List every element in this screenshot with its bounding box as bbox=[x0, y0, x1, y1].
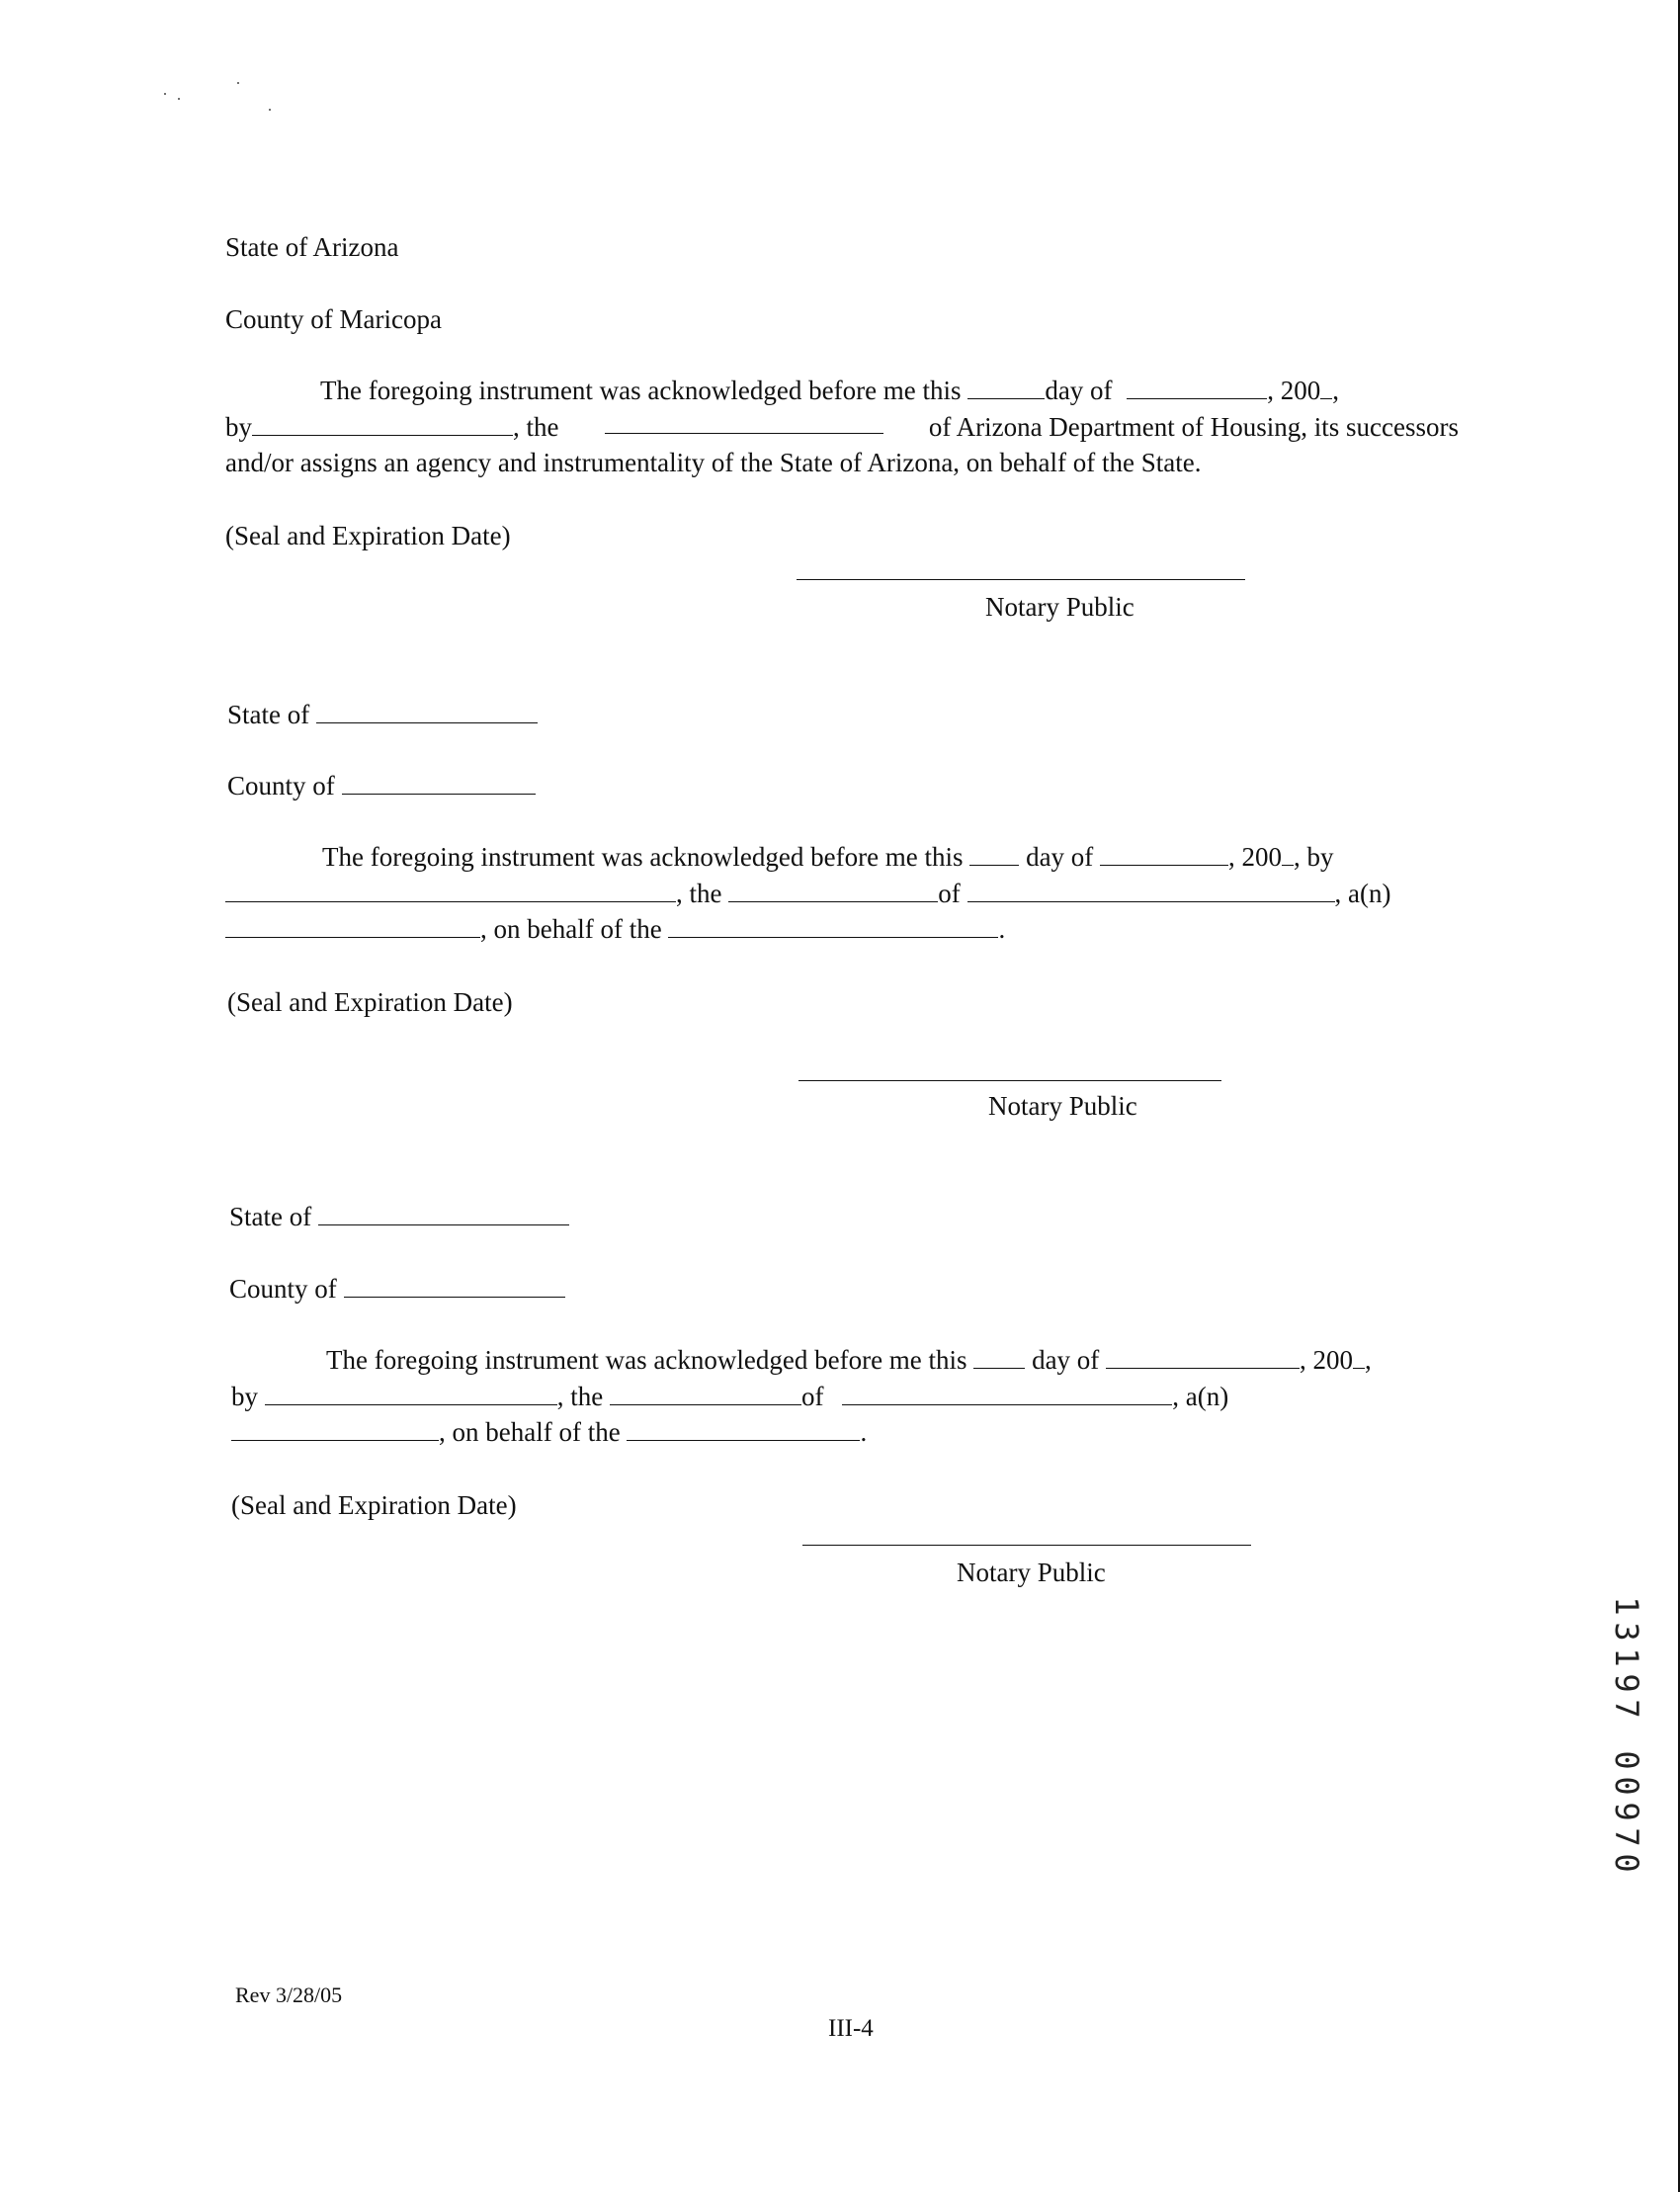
seal-label: (Seal and Expiration Date) bbox=[227, 987, 513, 1017]
state-blank[interactable] bbox=[316, 699, 538, 723]
scan-speck bbox=[237, 82, 239, 84]
state-blank[interactable] bbox=[318, 1201, 569, 1225]
seal-label: (Seal and Expiration Date) bbox=[225, 521, 511, 550]
ack-line-2: by , the of Arizona Department of Housing, its successors bbox=[225, 409, 1459, 446]
signer-name-blank[interactable] bbox=[225, 878, 676, 902]
entity-name-blank[interactable] bbox=[967, 878, 1335, 902]
ack-line-3: and/or assigns an agency and instrumentality of the State of Arizona, on behalf of the State. bbox=[225, 448, 1202, 477]
scan-speck bbox=[178, 98, 180, 100]
month-blank[interactable] bbox=[1100, 841, 1228, 866]
ack-line-2: by , the of , a(n) bbox=[231, 1382, 1229, 1411]
ack-line-2: , the of , a(n) bbox=[225, 876, 1390, 912]
signer-name-blank[interactable] bbox=[252, 411, 513, 436]
state-heading: State of bbox=[227, 697, 538, 733]
notary-label: Notary Public bbox=[985, 592, 1134, 622]
behalf-of-blank[interactable] bbox=[668, 913, 998, 938]
ack-line-1: The foregoing instrument was acknowledged before me this day of , 200 , bbox=[326, 1345, 1372, 1375]
scan-speck bbox=[164, 93, 166, 95]
county-blank[interactable] bbox=[344, 1273, 565, 1298]
seal-label: (Seal and Expiration Date) bbox=[231, 1490, 517, 1520]
signer-title-blank[interactable] bbox=[610, 1381, 801, 1405]
behalf-of-blank[interactable] bbox=[627, 1416, 860, 1441]
signer-title-blank[interactable] bbox=[728, 878, 938, 902]
county-blank[interactable] bbox=[342, 770, 536, 795]
county-heading: County of bbox=[229, 1271, 565, 1307]
notary-signature-line[interactable] bbox=[802, 1545, 1251, 1546]
county-heading: County of bbox=[227, 768, 536, 804]
ack-line-1: The foregoing instrument was acknowledged before me this day of , 200 , bbox=[320, 376, 1340, 405]
ack-line-1: The foregoing instrument was acknowledged before me this day of , 200 , by bbox=[322, 842, 1334, 872]
year-blank[interactable] bbox=[1282, 841, 1294, 866]
signer-name-blank[interactable] bbox=[265, 1381, 557, 1405]
scan-speck bbox=[269, 109, 271, 111]
day-blank[interactable] bbox=[967, 375, 1045, 399]
county-heading: County of Maricopa bbox=[225, 304, 442, 334]
ack-line-3: , on behalf of the . bbox=[231, 1414, 867, 1451]
entity-type-blank[interactable] bbox=[231, 1416, 439, 1441]
state-heading: State of Arizona bbox=[225, 232, 399, 262]
notary-signature-line[interactable] bbox=[798, 1080, 1221, 1081]
entity-name-blank[interactable] bbox=[842, 1381, 1172, 1405]
notary-signature-line[interactable] bbox=[797, 579, 1245, 580]
month-blank[interactable] bbox=[1106, 1344, 1300, 1369]
signer-title-blank[interactable] bbox=[605, 409, 883, 434]
day-blank[interactable] bbox=[973, 1344, 1025, 1369]
notary-label: Notary Public bbox=[957, 1558, 1106, 1587]
bates-number: 1 3 1 9 7 0 0 9 7 0 bbox=[1608, 1596, 1645, 1873]
entity-type-blank[interactable] bbox=[225, 913, 480, 938]
day-blank[interactable] bbox=[969, 841, 1019, 866]
year-blank[interactable] bbox=[1320, 375, 1332, 399]
month-blank[interactable] bbox=[1127, 375, 1267, 399]
state-heading: State of bbox=[229, 1199, 569, 1235]
page-number: III-4 bbox=[828, 2015, 874, 2042]
revision-date: Rev 3/28/05 bbox=[235, 1982, 343, 2007]
year-blank[interactable] bbox=[1353, 1344, 1365, 1369]
ack-line-3: , on behalf of the . bbox=[225, 911, 1005, 948]
notary-label: Notary Public bbox=[988, 1091, 1137, 1121]
